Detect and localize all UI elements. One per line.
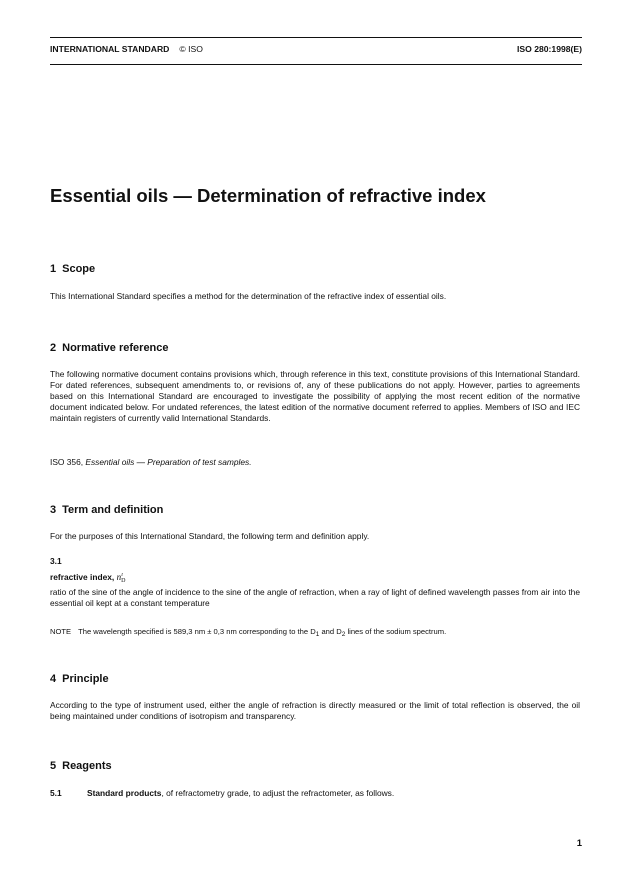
term-note: NOTE The wavelength specified is 589,3 nm ± 0,3 nm corresponding to the D1 and D2 lines of the sodium spectrum. — [50, 627, 447, 638]
term-entry — [50, 570, 580, 587]
section-number: 1 — [50, 263, 57, 275]
principle-paragraph: According to the type of instrument used, either the angle of refraction is directly measured or the limit of total reflection is observed, the oil being maintained under conditions of isotropism and transparency. — [50, 700, 580, 721]
section-title: Principle — [62, 673, 109, 685]
term-definition: ratio of the sine of the angle of incidence to the sine of the angle of refraction, when a ray of light of defined wavelength passes from air into the essential oil kept at a constant temperature — [50, 587, 580, 608]
refractive-index-symbol: $n_D^t$ — [116, 572, 126, 584]
section-heading-term — [50, 504, 163, 516]
section-title: Normative reference — [62, 342, 169, 354]
reference-code: ISO 356, — [50, 457, 86, 467]
reagent-item-5-1 — [50, 788, 580, 799]
document-id: ISO 280:1998(E) — [517, 44, 582, 54]
reference-title: Essential oils — Preparation of test samples. — [85, 457, 252, 467]
term-intro-paragraph: For the purposes of this International Standard, the following term and definition apply. — [50, 531, 370, 541]
header-left — [50, 44, 203, 54]
section-number: 2 — [50, 342, 57, 354]
header-bottom-rule — [50, 64, 582, 65]
item-term: Standard products — [87, 788, 162, 798]
standard-type-label: INTERNATIONAL STANDARD — [50, 44, 170, 54]
section-heading-normative — [50, 342, 169, 354]
term-name: refractive index, — [50, 572, 115, 582]
page-number: 1 — [576, 838, 582, 849]
section-title: Term and definition — [62, 504, 164, 516]
document-title: Essential oils — Determination of refractive index — [50, 185, 486, 206]
section-number: 5 — [50, 760, 57, 772]
section-title: Scope — [62, 263, 96, 275]
section-heading-scope — [50, 263, 95, 275]
copyright-label: © ISO — [179, 44, 203, 54]
section-title: Reagents — [62, 760, 112, 772]
section-heading-reagents — [50, 760, 112, 772]
scope-paragraph: This International Standard specifies a method for the determination of the refractive index of essential oils. — [50, 291, 447, 301]
normative-paragraph: The following normative document contains provisions which, through reference in this text, constitute provisions of this International Standard. For dated references, subsequent amendments to, or revisions of, any of these publications do not apply. However, parties to agreements based on this International Standard are encouraged to investigate the possibility of applying the most recent edition of the normative document indicated below. For undated references, the latest edition of the normative document referred to applies. Members of ISO and IEC maintain registers of currently valid International Standards. — [50, 369, 580, 423]
section-number: 4 — [50, 673, 57, 685]
header-top-rule — [50, 37, 582, 38]
section-number: 3 — [50, 504, 57, 516]
item-number: 5.1 — [50, 788, 62, 798]
term-number: 3.1 — [50, 556, 62, 566]
item-text: , of refractometry grade, to adjust the refractometer, as follows. — [161, 788, 395, 798]
section-heading-principle — [50, 673, 109, 685]
normative-reference-entry — [50, 457, 580, 468]
note-label: NOTE — [50, 627, 72, 636]
